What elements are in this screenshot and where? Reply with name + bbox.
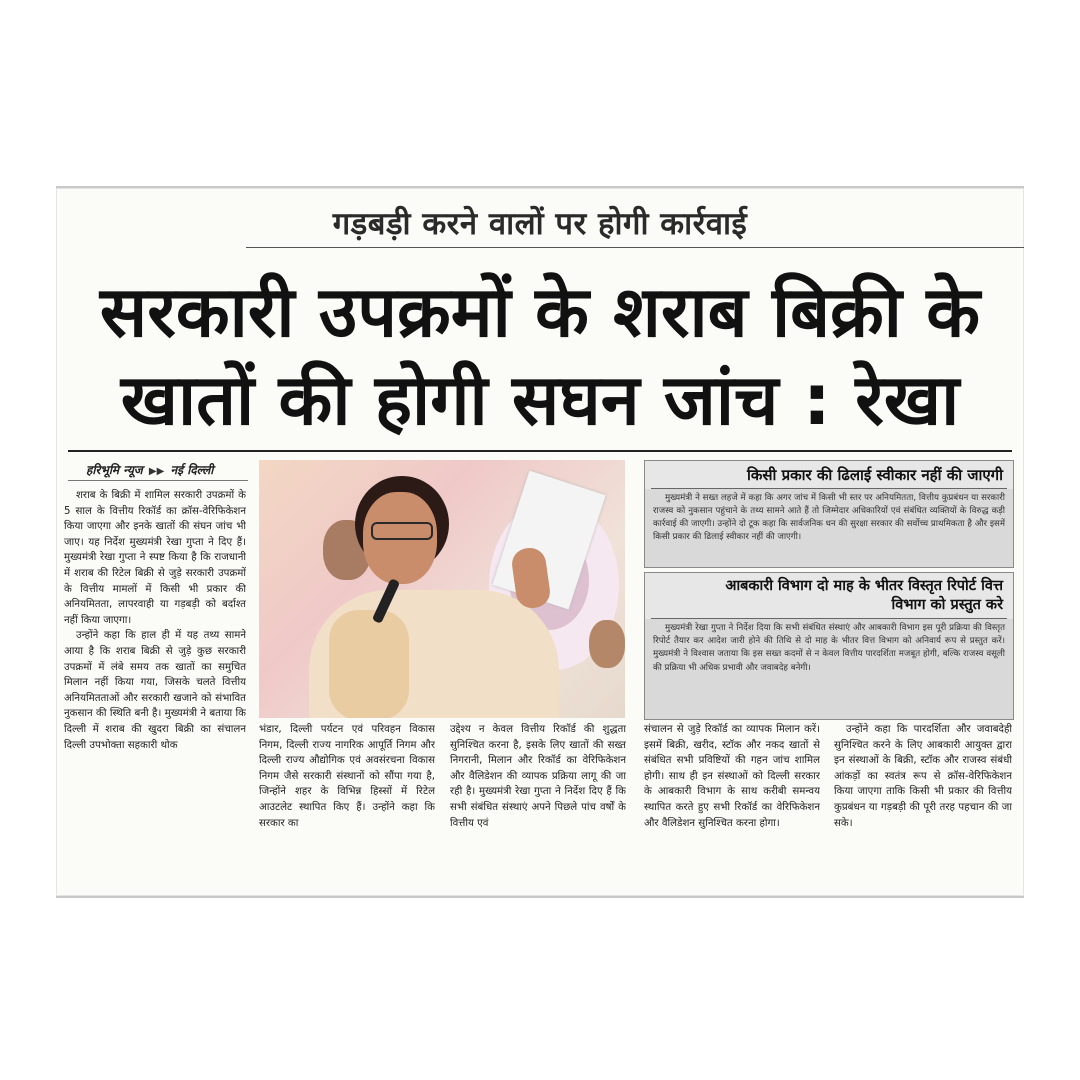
headline-line-2: खातों की होगी सघन जांच : रेखा — [120, 359, 960, 441]
column-1-paragraph-1: शराब के बिक्री में शामिल सरकारी उपक्रमों के 5 साल के वित्तीय रिकॉर्ड का क्रॉस-वेरिफिकेशन किया जाएगा और इनके खातों की संघन जांच भी जाए। यह निर्देश मुख्यमंत्री रेखा गुप्ता ने दिए हैं। मुख्यमंत्री रेखा गुप्ता ने स्पष्ट किया है कि राजधानी में शराब की रिटेल बिक्री से जुड़े सरकारी उपक्रमों के वित्तीय मामलों में किसी भी प्रकार की अनियमितता, लापरवाही या गड़बड़ी को बर्दाश्त नहीं किया जाएगा। — [64, 490, 246, 626]
box-2-title-line-2: विभाग को प्रस्तुत करे — [891, 597, 1003, 613]
article-column-3 — [450, 722, 626, 892]
article-column-4 — [644, 722, 820, 892]
kicker-rule — [246, 247, 1024, 248]
column-2-text: भंडार, दिल्ली पर्यटन एवं परिवहन विकास निगम, दिल्ली राज्य नागरिक आपूर्ति निगम और दिल्ली राज्य औद्योगिक एवं अवसंरचना विकास निगम जैसे सरकारी संस्थानों को सौंपा गया है, जिन्होंने शहर के विभिन्न हिस्सों में रिटेल आउटलेट स्थापित किए हैं। उन्होंने कहा कि सरकार का — [259, 724, 435, 829]
main-headline — [68, 268, 1012, 444]
column-3-text: उद्देश्य न केवल वित्तीय रिकॉर्ड की शुद्धता सुनिश्चित करना है, इसके लिए खातों की सख्त निगरानी, मिलान और रिकॉर्ड का वेरिफिकेशन और वैलिडेशन की व्यापक प्रक्रिया लागू की जा रही है। मुख्यमंत्री रेखा गुप्ता ने निर्देश दिए हैं कि सभी संबंधित संस्थाएं अपने पिछले पांच वर्षों के वित्तीय एवं — [450, 724, 626, 829]
box-1-text: मुख्यमंत्री ने सख्त लहजे में कहा कि अगर जांच में किसी भी स्तर पर अनियमितता, वित्तीय कुप्रबंधन या सरकारी राजस्व को नुकसान पहुंचाने के तथ्य सामने आते हैं तो जिम्मेदार अधिकारियों एवं संबंधित व्यक्तियों के विरुद्ध कड़ी कार्रवाई की जाएगी। उन्होंने दो टूक कहा कि सार्वजनिक धन की सुरक्षा सरकार की सर्वोच्च प्राथमिकता है और इसमें किसी प्रकार की ढिलाई स्वीकार नहीं की जाएगी। — [653, 493, 1005, 542]
box-1-title: किसी प्रकार की ढिलाई स्वीकार नहीं की जाएगी — [746, 466, 1003, 484]
glasses-icon — [371, 522, 433, 540]
sidebar-box-2 — [644, 572, 1014, 720]
box-2-title — [645, 573, 1013, 618]
byline-rule — [68, 480, 248, 481]
column-5-text: उन्होंने कहा कि पारदर्शिता और जवाबदेही सुनिश्चित करने के लिए आबकारी आयुक्त द्वारा इन संस्थाओं के बिक्री, स्टॉक और राजस्व संबंधी आंकड़ों का स्वतंत्र रूप से क्रॉस-वेरिफिकेशन किया जाएगा ताकि किसी भी प्रकार की वित्तीय कुप्रबंधन या गड़बड़ी की पूरी तरह पहचान की जा सके। — [834, 724, 1012, 829]
column-4-text: संचालन से जुड़े रिकॉर्ड का व्यापक मिलान करें। इसमें बिक्री, खरीद, स्टॉक और नकद खातों से संबंधित सभी प्रविष्टियों की गहन जांच शामिल होगी। साथ ही इन संस्थाओं को दिल्ली सरकार के आबकारी विभाग के साथ करीबी समन्वय स्थापित करते हुए सभी रिकॉर्ड का वेरिफिकेशन और वैलिडेशन सुनिश्चित करना होगा। — [644, 724, 820, 829]
news-photo — [259, 460, 625, 718]
box-2-title-line-1: आबकारी विभाग दो माह के भीतर विस्तृत रिपोर्ट वित्त — [725, 578, 1003, 594]
sidebar-box-1 — [644, 460, 1014, 568]
kicker-headline: गड़बड़ी करने वालों पर होगी कार्रवाई — [332, 206, 748, 242]
newspaper-clipping — [56, 186, 1024, 898]
box-2-text: मुख्यमंत्री रेखा गुप्ता ने निर्देश दिया कि सभी संबंधित संस्थाएं और आबकारी विभाग इस पूरी प्रक्रिया की विस्तृत रिपोर्ट तैयार कर आदेश जारी होने की तिथि से दो माह के भीतर वित्त विभाग को अनिवार्य रूप से प्रस्तुत करें। मुख्यमंत्री ने विश्वास जताया कि इस सख्त कदमों से न केवल वित्तीय पारदर्शिता मजबूत होगी, बल्कि राजस्व वसूली की प्रक्रिया भी अधिक प्रभावी और जवाबदेह बनेगी। — [653, 623, 1005, 673]
article-column-1 — [64, 488, 246, 892]
box-2-body — [645, 619, 1013, 720]
byline — [86, 461, 246, 478]
byline-agency: हरिभूमि न्यूज — [86, 463, 143, 477]
article-column-5 — [834, 722, 1012, 892]
column-1-paragraph-2: उन्होंने कहा कि हाल ही में यह तथ्य सामने आया है कि शराब बिक्री से जुड़े कुछ सरकारी उपक्रमों में लंबे समय तक खातों का समुचित मिलान नहीं किया गया, जिसके चलते वित्तीय अनियमितताओं और सरकारी खजाने को संभावित नुकसान की स्थिति बनी है। मुख्यमंत्री ने बताया कि दिल्ली में शराब की खुदरा बिक्री का संचालन दिल्ली उपभोक्ता सहकारी थोक — [64, 630, 246, 751]
box-1-body — [645, 489, 1013, 568]
article-column-2 — [259, 722, 435, 892]
byline-separator: ▶▶ — [148, 466, 165, 477]
headline-line-1: सरकारी उपक्रमों के शराब बिक्री के — [99, 271, 981, 353]
byline-place: नई दिल्ली — [170, 463, 214, 477]
headline-rule — [68, 450, 1012, 452]
background-person-right — [589, 620, 625, 668]
